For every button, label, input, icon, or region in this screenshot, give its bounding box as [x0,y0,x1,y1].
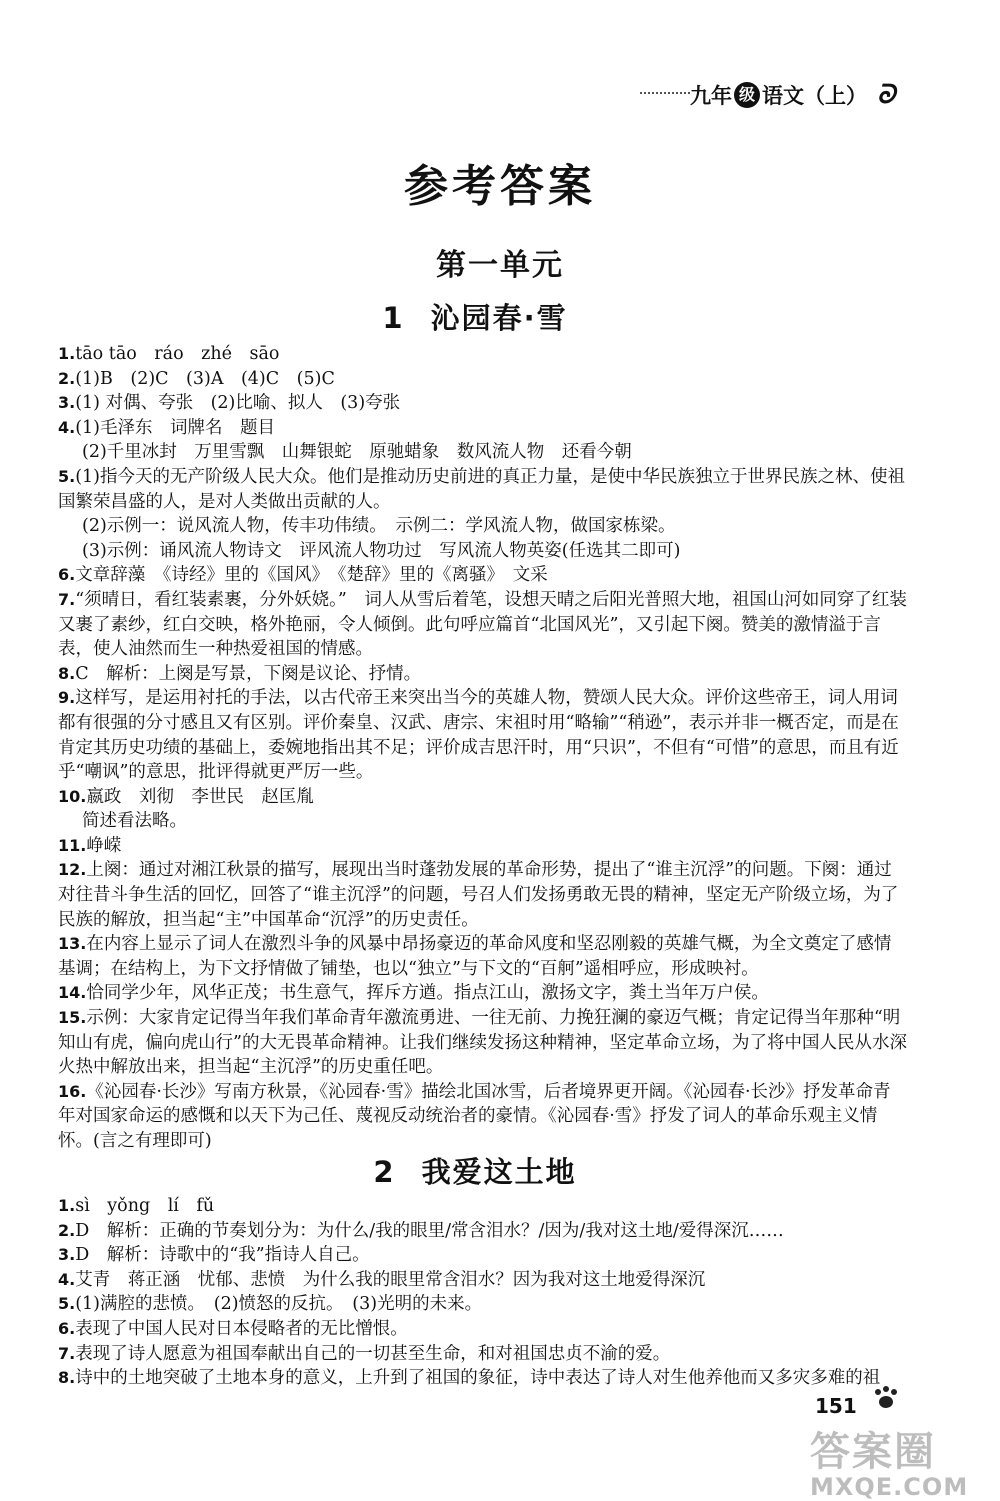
answer-number: 10. [58,786,87,806]
answer-text: (1) 对偶、夸张 (2)比喻、拟人 (3)夸张 [75,393,401,414]
answer-item [58,981,908,1006]
lesson1-answers [58,342,908,1154]
answer-item [58,785,908,834]
answer-item [58,367,908,392]
answer-text: C 解析：上阕是写景，下阕是议论、抒情。 [75,663,422,684]
answer-number: 8. [58,663,76,683]
unit-title: 第一单元 [436,248,564,283]
answer-item [58,465,908,563]
answer-text: (1)B (2)C (3)A (4)C (5)C [75,368,335,389]
answer-number: 9. [58,688,76,708]
answer-text: (1)指今天的无产阶级人民大众。他们是推动历史前进的真正力量，是使中华民族独立于世界民族之林、使祖国繁荣昌盛的人，是对人类做出贡献的人。 [58,466,906,512]
answer-text: 艾青 蒋正涵 忧郁、悲愤 为什么我的眼里常含泪水？因为我对这土地爱得深沉 [75,1269,706,1290]
answer-subtext: (3)示例：诵风流人物诗文 评风流人物功过 写风流人物英姿(任选其二即可) [82,540,681,561]
answer-number: 12. [58,860,87,880]
subject-label: 语文（上） [762,84,867,108]
answer-text: “须晴日，看红装素裹，分外妖娆。” 词人从雪后着笔，设想天晴之后阳光普照大地，祖国山河如同穿了红装又裹了素纱，红白交映，格外艳丽，令人倾倒。此句呼应篇首“北国风光”，又引起下阕。赞美的激情溢于言表，使人油然而生一种热爱祖国的情感。 [58,589,907,660]
answer-number: 13. [58,934,87,954]
answer-number: 5. [58,466,76,486]
answer-number: 3. [58,393,76,413]
lesson1-title: 1 沁园春·雪 [382,301,568,335]
answer-text: 《沁园春·长沙》写南方秋景，《沁园春·雪》描绘北国冰雪，后者境界更开阔。《沁园春·长沙》抒发革命青年对国家命运的感慨和以天下为己任、蔑视反动统治者的豪情。《沁园春·雪》抒发了词人的革命乐观主义情怀。(言之有理即可) [58,1081,891,1151]
answer-text: D 解析：正确的节奏划分为：为什么/我的眼里/常含泪水？/因为/我对这土地/爱得深沉…… [75,1220,784,1241]
answer-item [58,1317,908,1342]
answer-number: 14. [58,983,87,1003]
answer-item [58,1080,908,1154]
header-badge [690,78,895,112]
answer-item [58,1006,908,1080]
answer-item [58,342,908,367]
answer-subtext: (2)千里冰封 万里雪飘 山舞银蛇 原驰蜡象 数风流人物 还看今朝 [82,442,632,463]
answer-number: 1. [58,344,76,363]
answer-text: (1)满腔的悲愤。 (2)愤怒的反抗。 (3)光明的未来。 [75,1294,483,1315]
answer-text: 嬴政 刘彻 李世民 赵匡胤 [86,786,314,807]
lesson2-title: 2 我爱这土地 [373,1155,577,1189]
answer-number: 8. [58,1368,76,1388]
answer-number: 2. [58,368,76,388]
answer-text: 诗中的土地突破了土地本身的意义，上升到了祖国的象征，诗中表达了诗人对生他养他而又多灾多难的祖 [75,1368,881,1389]
answer-item [58,834,908,859]
answer-item [58,932,908,981]
answer-text: tāo tāo ráo zhé sāo [75,344,280,364]
answer-number: 5. [58,1294,76,1314]
answer-text: 这样写，是运用衬托的手法，以古代帝王来突出当今的英雄人物，赞颂人民大众。评价这些帝王，词人用词都有很强的分寸感且又有区别。评价秦皇、汉武、唐宗、宋祖时用“略输”“稍逊”，表示并非一概否定，而是在肯定其历史功绩的基础上，委婉地指出其不足；评价成吉思汗时，用“只识”，不但有“可惜”的意思，而且有近乎“嘲讽”的意思，批评得就更严厉一些。 [58,688,899,783]
answer-number: 7. [58,589,76,609]
answer-text: 表现了中国人民对日本侵略者的无比憎恨。 [75,1318,408,1339]
paw-icon [870,1384,904,1412]
answer-number: 3. [58,1245,76,1265]
answer-number: 4. [58,1269,76,1289]
answer-text: (1)毛泽东 词牌名 题目 [75,417,276,438]
answer-item [58,416,908,465]
answer-item [58,662,908,687]
answer-text: 文章辞藻 《诗经》里的《国风》 《楚辞》里的《离骚》 文采 [75,565,548,586]
grade-prefix: 九年 [690,84,732,108]
answer-text: 恰同学少年，风华正茂；书生意气，挥斥方遒。指点江山，激扬文字，粪土当年万户侯。 [86,983,769,1004]
answer-number: 7. [58,1343,76,1363]
answer-item [58,858,908,932]
answer-item [58,1219,908,1244]
answer-item [58,1366,908,1391]
page-number: 151 [815,1394,857,1418]
answer-text: sì yǒng lí fǔ [75,1196,215,1216]
answer-item [58,391,908,416]
lesson2-answers [58,1194,908,1391]
answer-subtext: (2)示例一：说风流人物，传丰功伟绩。 示例二：学风流人物，做国家栋梁。 [82,516,676,537]
answer-item [58,1194,908,1219]
answer-number: 6. [58,565,76,585]
answer-subtext: 简述看法略。 [82,811,187,832]
swirl-icon: ᘐ [877,79,896,110]
answer-item [58,686,908,784]
answer-number: 16. [58,1081,87,1101]
answer-item [58,1292,908,1317]
page-title: 参考答案 [404,161,596,212]
answer-text: 上阕：通过对湘江秋景的描写，展现出当时蓬勃发展的革命形势，提出了“谁主沉浮”的问题。下阕：通过对往昔斗争生活的回忆，回答了“谁主沉浮”的问题，号召人们发扬勇敢无畏的精神，坚定无产阶级立场，为了民族的解放，担当起“主”中国革命“沉浮”的历史责任。 [58,860,899,930]
answer-item [58,1268,908,1293]
answer-text: D 解析：诗歌中的“我”指诗人自己。 [75,1245,370,1266]
answer-number: 2. [58,1220,76,1240]
answer-text: 示例：大家肯定记得当年我们革命青年激流勇进、一往无前、力挽狂澜的豪迈气概；肯定记得当年那种“明知山有虎，偏向虎山行”的大无畏革命精神。让我们继续发扬这种精神，坚定革命立场，为了将中国人民从水深火热中解放出来，担当起“主沉浮”的历史重任吧。 [58,1008,907,1078]
answer-number: 1. [58,1196,76,1215]
answer-text: 在内容上显示了词人在激烈斗争的风暴中昂扬豪迈的革命风度和坚忍刚毅的英雄气概，为全文奠定了感情基调；在结构上，为下文抒情做了铺垫，也以“独立”与下文的“百舸”遥相呼应，形成映衬。 [58,934,892,979]
header-dotted-line [640,92,690,100]
answer-text: 表现了诗人愿意为祖国奉献出自己的一切甚至生命，和对祖国忠贞不渝的爱。 [75,1343,671,1364]
answer-number: 15. [58,1008,87,1028]
answer-item [58,588,908,662]
grade-circle: 级 [734,82,760,108]
answer-item [58,1243,908,1268]
answer-text: 峥嵘 [86,835,122,856]
answer-item [58,563,908,588]
answer-number: 4. [58,417,76,437]
answer-number: 6. [58,1318,76,1338]
watermark: 答案圈 MXQE.COM [810,1429,969,1501]
answer-number: 11. [58,835,87,855]
answer-item [58,1342,908,1367]
